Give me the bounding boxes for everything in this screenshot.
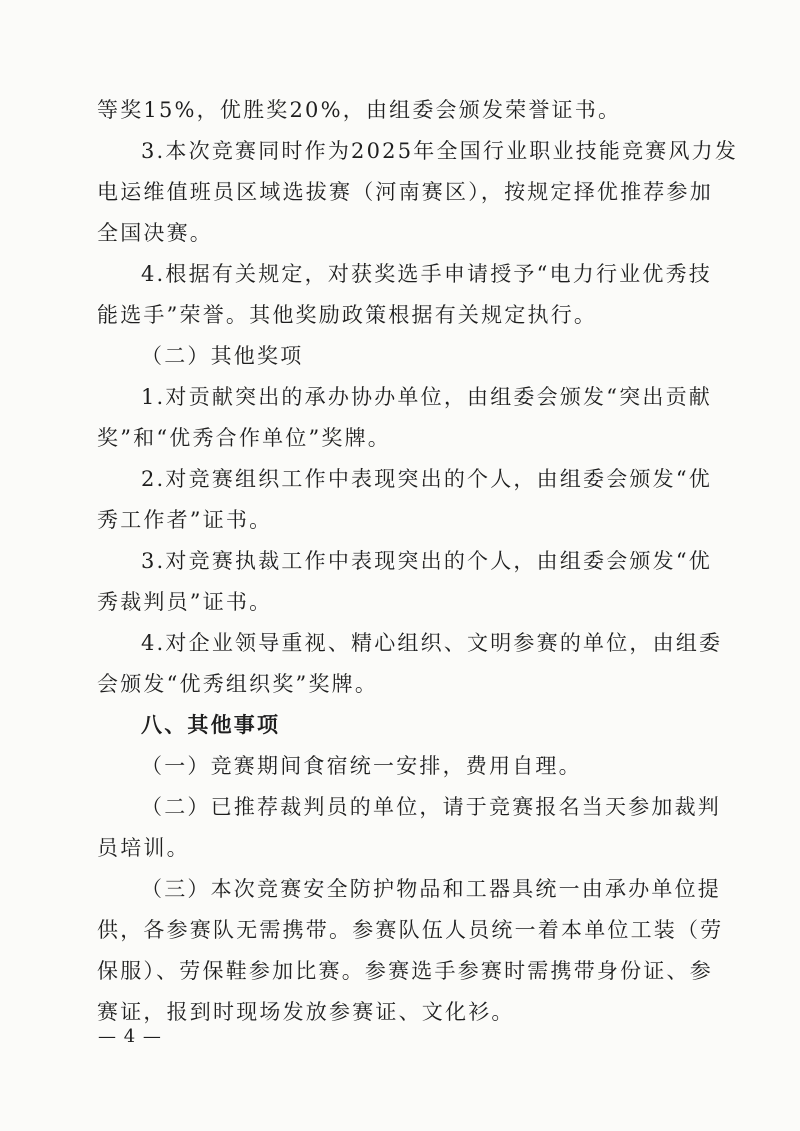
- paragraph-line: 能选手”荣誉。其他奖励政策根据有关规定执行。: [97, 303, 598, 327]
- paragraph-line: （二）已推荐裁判员的单位，请于竞赛报名当天参加裁判: [141, 795, 721, 819]
- paragraph-line: （三）本次竞赛安全防护物品和工器具统一由承办单位提: [141, 877, 721, 901]
- paragraph-line: 2.对竞赛组织工作中表现突出的个人，由组委会颁发“优: [141, 467, 712, 491]
- paragraph-line: 会颁发“优秀组织奖”奖牌。: [97, 672, 379, 696]
- paragraph-line: 秀工作者”证书。: [97, 508, 273, 532]
- paragraph-line: 4.对企业领导重视、精心组织、文明参赛的单位，由组委: [141, 631, 723, 655]
- paragraph-line: 奖”和“优秀合作单位”奖牌。: [97, 426, 392, 450]
- paragraph-line: 员培训。: [97, 836, 190, 860]
- paragraph-line: 1.对贡献突出的承办协办单位，由组委会颁发“突出贡献: [141, 385, 712, 409]
- section-heading: 八、其他事项: [141, 713, 281, 737]
- paragraph-line: 等奖15%，优胜奖20%，由组委会颁发荣誉证书。: [97, 98, 622, 122]
- paragraph-line: 供，各参赛队无需携带。参赛队伍人员统一着本单位工装（劳: [97, 918, 724, 942]
- paragraph-line: 秀裁判员”证书。: [97, 590, 273, 614]
- paragraph-line: 电运维值班员区域选拔赛（河南赛区），按规定择优推荐参加: [97, 180, 713, 204]
- paragraph-line: 保服）、劳保鞋参加比赛。参赛选手参赛时需携带身份证、参: [97, 959, 713, 983]
- paragraph-line: 赛证，报到时现场发放参赛证、文化衫。: [97, 1000, 515, 1024]
- paragraph-line: 4.根据有关规定，对获奖选手申请授予“电力行业优秀技: [141, 262, 712, 286]
- paragraph-line: 全国决赛。: [97, 221, 213, 245]
- paragraph-line: 3.本次竞赛同时作为2025年全国行业职业技能竞赛风力发: [141, 139, 739, 163]
- paragraph-line: （一）竞赛期间食宿统一安排，费用自理。: [141, 754, 582, 778]
- paragraph-line: 3.对竞赛执裁工作中表现突出的个人，由组委会颁发“优: [141, 549, 712, 573]
- page-number: — 4 —: [98, 1026, 162, 1047]
- subheading: （二）其他奖项: [141, 344, 304, 368]
